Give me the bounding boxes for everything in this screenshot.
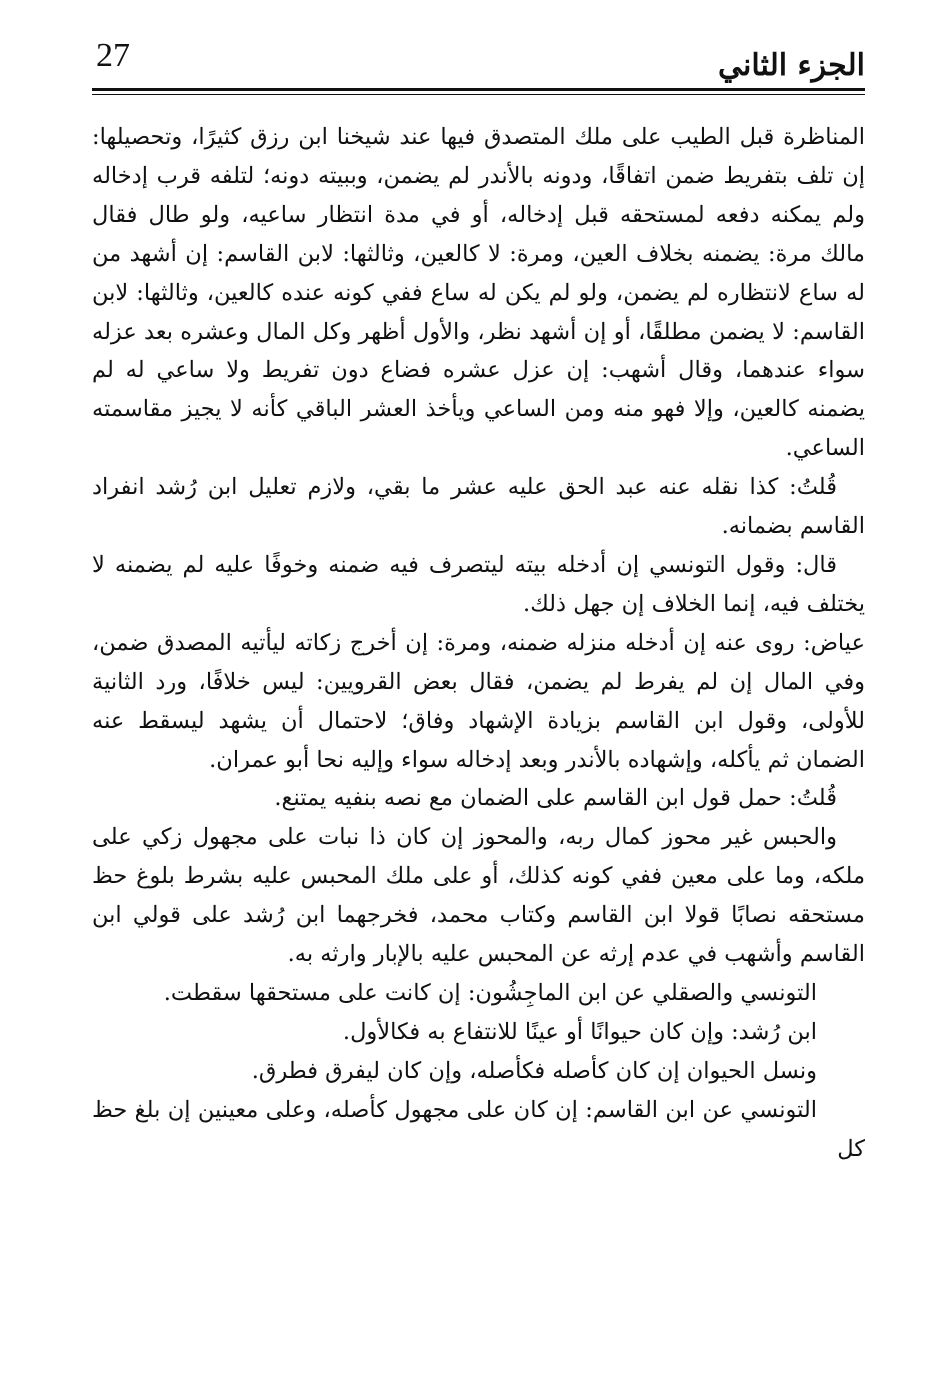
header-rule-thick xyxy=(92,88,865,91)
running-title: الجزء الثاني xyxy=(718,48,865,83)
page-number: 27 xyxy=(96,37,130,74)
header-rule-thin xyxy=(92,94,865,95)
paragraph: ونسل الحيوان إن كان كأصله فكأصله، وإن كان ليفرق فطرق. xyxy=(251,1057,817,1084)
paragraph: التونسي والصقلي عن ابن الماجِشُون: إن كانت على مستحقها سقطت. xyxy=(163,979,817,1006)
body-text xyxy=(92,118,865,1168)
paragraph: قال: وقول التونسي إن أدخله بيته ليتصرف فيه ضمنه وخوفًا عليه لم يضمنه لا يختلف فيه، إنما الخلاف إن جهل ذلك. xyxy=(92,551,865,617)
page-header xyxy=(92,32,865,94)
paragraph: والحبس غير محوز كمال ربه، والمحوز إن كان ذا نبات على مجهول زكي على ملكه، وما على معين ففي كونه كذلك، أو على ملك المحبس عليه بشرط بلوغ حظ مستحقه نصابًا قولا ابن القاسم وكتاب محمد، فخرجهما ابن رُشد على قولي ابن القاسم وأشهب في عدم إرثه عن المحبس عليه بالإبار وارثه به. xyxy=(92,824,865,968)
paragraph: التونسي عن ابن القاسم: إن كان على مجهول كأصله، وعلى معينين إن بلغ حظ كل xyxy=(92,1096,865,1162)
paragraph: المناظرة قبل الطيب على ملك المتصدق فيها عند شيخنا ابن رزق كثيرًا، وتحصيلها: إن تلف بتفريط ضمن اتفاقًا، ودونه بالأندر لم يضمن، وببيته دونه؛ لتلفه قرب إدخاله ولم يمكنه دفعه لمستحقه قبل إدخاله، أو في مدة انتظار ساعيه، ولو طال فقال مالك مرة: يضمنه بخلاف العين، ومرة: لا كالعين، وثالثها: لابن القاسم: إن أشهد من له ساع لانتظاره لم يضمن، ولو لم يكن له ساع ففي كونه عنده كالعين، وثالثها: لابن القاسم: لا يضمن مطلقًا، أو إن أشهد نظر، والأول أظهر وكل المال وعشره بعد عزله سواء عندهما، وقال أشهب: إن عزل عشره فضاع دون تفريط ولا ساعي له لم يضمنه كالعين، وإلا فهو منه ومن الساعي ويأخذ العشر الباقي كأنه لا يجيز مقاسمته الساعي. xyxy=(92,124,865,462)
paragraph: قُلتُ: كذا نقله عنه عبد الحق عليه عشر ما بقي، ولازم تعليل ابن رُشد انفراد القاسم بضمانه. xyxy=(92,474,865,540)
paragraph: قُلتُ: حمل قول ابن القاسم على الضمان مع نصه بنفيه يمتنع. xyxy=(274,785,837,812)
paragraph: عياض: روى عنه إن أدخله منزله ضمنه، ومرة: إن أخرج زكاته ليأتيه المصدق ضمن، وفي المال إن لم يفرط لم يضمن، فقال بعض القرويين: ليس خلافًا، ورد الثانية للأولى، وقول ابن القاسم بزيادة الإشهاد وفاق؛ لاحتمال أن يشهد ليسقط عنه الضمان ثم يأكله، وإشهاده بالأندر وبعد إدخاله سواء وإليه نحا أبو عمران. xyxy=(92,629,865,773)
paragraph: ابن رُشد: وإن كان حيوانًا أو عينًا للانتفاع به فكالأول. xyxy=(342,1018,817,1045)
